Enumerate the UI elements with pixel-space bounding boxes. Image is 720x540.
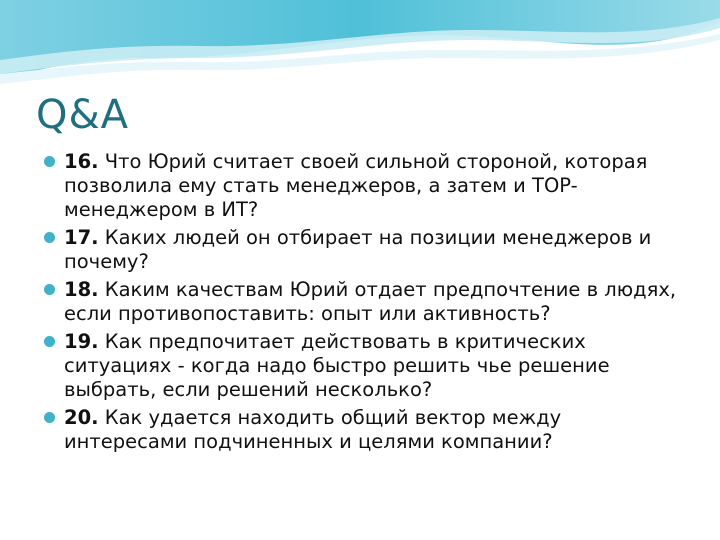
question-text: Как удается находить общий вектор между интересами подчиненных и целями компании? (64, 406, 562, 453)
question-text: Каким качествам Юрий отдает предпочтение в людях, если противопоставить: опыт или активность? (64, 278, 677, 325)
question-number: 16. (64, 150, 99, 173)
question-number: 19. (64, 330, 99, 353)
bullet-icon (44, 284, 55, 295)
question-number: 20. (64, 406, 99, 429)
question-text: Что Юрий считает своей сильной стороной, которая позволила ему стать менеджеров, а затем и TOP-менеджером в ИТ? (64, 150, 648, 221)
question-text: Каких людей он отбирает на позиции менеджеров и почему? (64, 226, 652, 273)
bullet-icon (44, 412, 55, 423)
bullet-icon (44, 232, 55, 243)
header-wave-decoration (0, 0, 720, 100)
question-number: 18. (64, 278, 99, 301)
list-item (44, 406, 684, 454)
bullet-icon (44, 336, 55, 347)
question-list (44, 150, 684, 458)
list-item (44, 278, 684, 326)
list-item (44, 150, 684, 222)
question-number: 17. (64, 226, 99, 249)
list-item (44, 330, 684, 402)
list-item (44, 226, 684, 274)
bullet-icon (44, 156, 55, 167)
slide-title: Q&A (36, 92, 130, 138)
question-text: Как предпочитает действовать в критических ситуациях - когда надо быстро решить чье решение выбрать, если решений несколько? (64, 330, 610, 401)
